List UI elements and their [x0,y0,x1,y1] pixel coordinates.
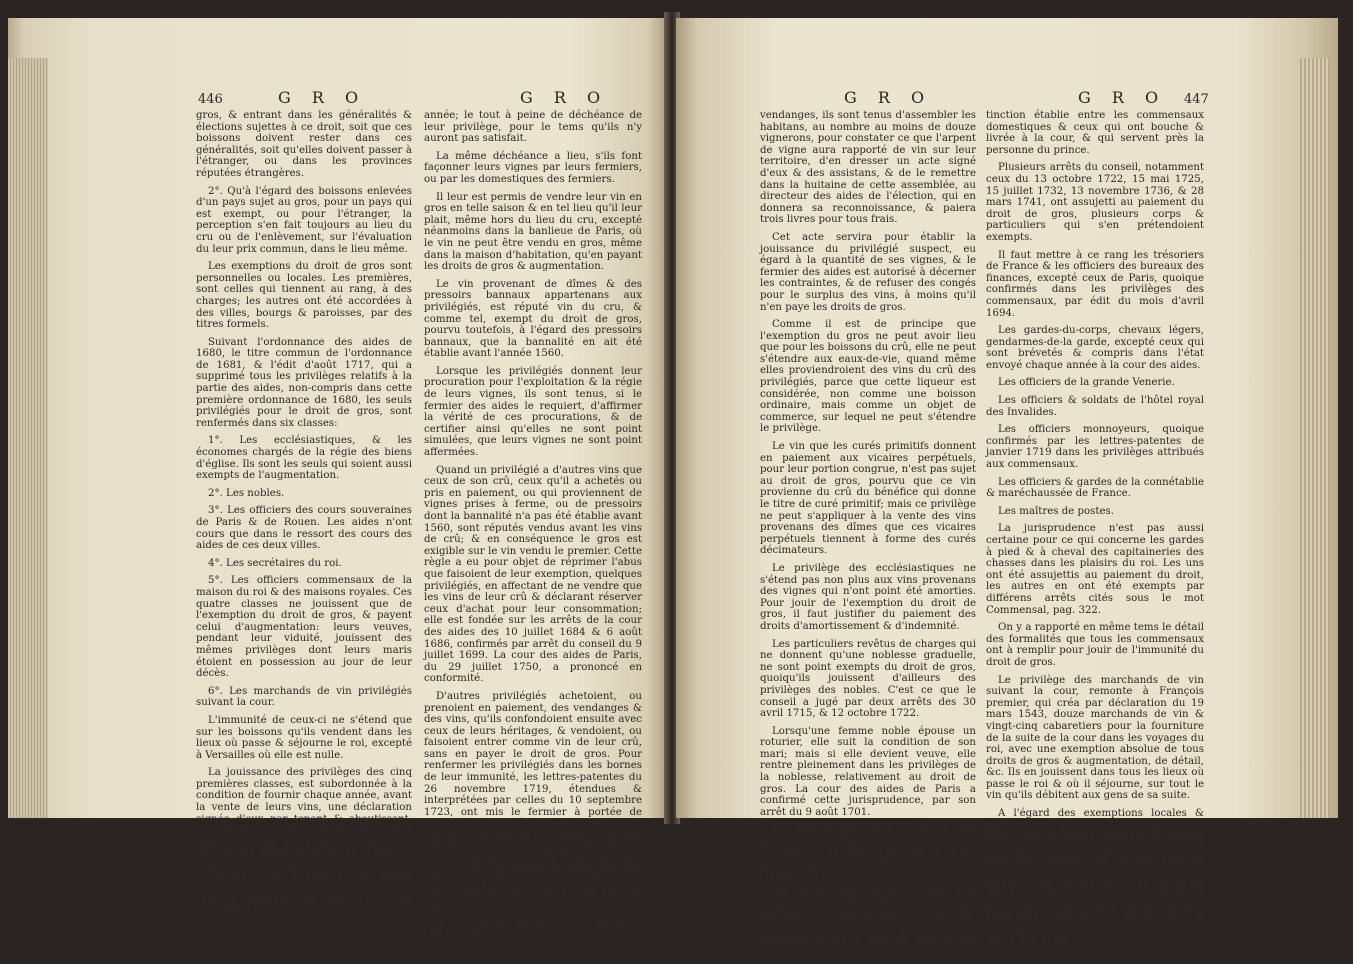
paragraph: D'autres privilégiés achetoient, ou prenoient en paiement, des vendanges & des vins, qu'ils confondoient ensuite avec ceux de leurs héritages, & vendoient, ou faisoient entrer comme vin de leur crû, sans en payer le droit de gros. Pour renfermer les privilégiés dans les bornes de leur immunité, les lettres-patentes du 26 novembre 1719, étendues & interprétées par celles du 10 septembre 1723, ont mis le fermier à portée de connoître avec précision, lorsqu'il en est besoin, l'étendue de la récolte de chaque privilégié. Ce règlement l'autorise à faire sommer dans le tems de l'ouverture des vendanges, les maire & échevins des villes, le syndic ou les marguilliers des bourgs ou paroisses, de lui en faire le rapport. [424,690,642,911]
paragraph: 4°. Les secrétaires du roi. [208,557,342,569]
paragraph: Les officiers & gardes de la connétablie & maréchaussée de France. [986,476,1204,500]
paragraph: Les gardes-du-corps, chevaux légers, gendarmes-de-la garde, excepté ceux qui sont brévetés & compris dans l'état envoyé chaque année à la cour des aides. [986,325,1204,371]
left-column-1 [196,110,412,924]
paragraph: La jurisprudence n'est pas aussi certaine pour ce qui concerne les gardes à pied & à cheval des capitaineries des chasses dans les plaisirs du roi. Les uns ont été assujettis au paiement du droit, les autres en ont été exempts par différens arrêts cités sous le mot Commensal, pag. 322. [986,523,1204,616]
paragraph: tinction établie entre les commensaux domestiques & ceux qui ont bouche & livrée à la cour, & qui servent près la personne du prince. [986,110,1204,156]
paragraph: vendanges, ils sont tenus d'assembler les habitans, au nombre au moins de douze vignerons, pour constater ce que l'arpent de vigne aura rapporté de vin sur leur territoire, d'en dresser un acte signé d'eux & des assistans, & de le remettre dans la huitaine de cette assemblée, au directeur des aides de l'élection, qui en donnera sa reconnoissance, & paiera trois livres pour tous frais. [760,110,976,226]
paragraph: 1°. Les ecclésiastiques, & les économes chargés de la régie des biens d'église. Ils sont les seuls qui soient aussi exempts de l'augmentation. [196,435,412,482]
paragraph: On s'est déja expliqué au mot Commensal sur l'étendue des privilèges attachés à la qualité des commensaux, sur l'effet de celui qui concerne particulièrement le droit de gros, & sur la dis- [760,888,976,958]
paragraph: Quand un privilégié a d'autres vins que ceux de son crû, ceux qu'il a achetés ou pris en paiement, ou qui proviennent de vignes prises à ferme, ou de pressoirs dont la bannalité n'a pas été établie avant 1560, sont réputés vendus avant les vins de crû; & en conséquence le gros est exigible sur le vin vendu le premier. Cette règle a eu pour objet de réprimer l'abus que faisoient de leur exemption, quelques privilégiés, en affectant de ne vendre que les vins de leur crû & déclarant réserver ceux d'achat pour leur consommation; elle est fondée sur les arrêts de la cour des aides des 10 juillet 1684 & 6 août 1686, confirmés par arrêt du conseil du 9 juillet 1699. La cour des aides de Paris, du 29 juillet 1750, a prononcé en conformité. [424,464,642,685]
right-page [676,18,1338,958]
left-running-head-2: G R O [520,88,609,107]
paragraph: Les Suisses qui sont à la solde du roi, jouissent des privilèges des nobles, & par conséquent de l'exemption du droit de gros, suivant l'arrêt du conseil du 19 janvier 1723. [760,824,976,882]
paragraph: Les officiers monnoyeurs, quoique confirmés par les lettres-patentes de janvier 1719 dans les privilèges attribués aux commensaux. [986,424,1204,471]
paragraph: Les maîtres de postes. [998,505,1114,517]
right-column-2 [986,110,1204,953]
paragraph: On y a rapporté en même tems le détail des formalités que tous les commensaux ont à remplir pour jouir de l'immunité du droit de gros. [986,622,1204,668]
paragraph: Les particuliers revêtus de charges qui ne donnent qu'une noblesse graduelle, ne sont point exempts du droit de gros, quoiqu'ils jouissent d'ailleurs des privilèges des nobles. C'est ce que le conseil a jugé par deux arrêts des 30 avril 1715, & 12 octobre 1722. [760,638,976,720]
paragraph: Suivant l'ordonnance des aides de 1680, le titre commun de l'ordonnance de 1681, & l'édit d'août 1717, qui a supprimé tous les privilèges relatifs à la partie des aides, non-compris dans cette première ordonnance de 1680, les seuls privilégiés pour le droit de gros, sont renfermés dans six classes: [196,336,412,429]
left-running-head-1: G R O [278,88,367,107]
paragraph: Lorsqu'une femme noble épouse un roturier, elle suit la condition de son mari; mais si elle devient veuve, elle rentre pleinement dans les privilèges de la noblesse, relativement au droit de gros. La cour des aides de Paris a confirmé cette jurisprudence, par son arrêt du 9 août 1701. [760,725,976,818]
right-running-head-1: G R O [844,88,933,107]
right-page-number: 447 [1184,92,1209,107]
paragraph: 3°. Les officiers des cours souveraines de Paris & de Rouen. Les aides n'ont cours que dans le ressort des cours des aides de ces deux villes. [196,505,412,552]
paragraph: 6°. Les marchands de vin privilégiés suivant la cour. [196,685,412,709]
paragraph: année; le tout à peine de déchéance de leur privilège, pour le tems qu'ils n'y auront pas satisfait. [424,110,642,145]
paragraph: Le vin que les curés primitifs donnent en paiement aux vicaires perpétuels, pour leur portion congrue, n'est pas sujet au droit de gros, pourvu que ce vin provienne du crû du bénéfice qui donne le titre de curé primitif; mais ce privilège ne peut s'appliquer à la vente des vins provenans des dîmes que ces vicaires perpétuels tiennent à forme des curés décimateurs. [760,441,976,557]
right-running-head-2: G R O [1078,88,1167,107]
paragraph: Les officiers & soldats de l'hôtel royal des Invalides. [986,395,1204,418]
paragraph: Le privilège des ecclésiastiques ne s'étend pas non plus aux vins provenans des vignes qui n'ont point été amorties. Pour jouir de l'exemption du droit de gros, il faut justifier du paiement des droits d'amortissement & d'indemnité. [760,562,976,632]
left-column-2 [424,110,642,946]
paragraph: gros, & entrant dans les généralités & élections sujettes à ce droit, soit que ces boissons doivent rester dans ces généralités, soit qu'elles doivent passer à l'étranger, ou dans les provinces réputées étrangères. [196,110,412,179]
paragraph: La jouissance des privilèges des cinq premières classes, est subordonnée à la condition de fournir chaque année, avant la vente de leurs vins, une déclaration signée d'eux par tenant & aboutissant, contenant la quantité des vignes qui font l'objet de leur privilège, c'est-à-dire à l'égard des ecclésiastiques, de celles qui dépendent de leurs bénéfices ou titres sacerdotaux; & à l'égard des autres privilégiés, des boissons qui sont de leur cru, la quantité de vin qu'ils ont recueillie chaque [196,767,412,918]
paragraph: Le vin provenant de dîmes & des pressoirs bannaux appartenans aux privilégiés, est réputé vin du cru, & comme tel, exempt du droit de gros, pourvu toutefois, à l'égard des pressoirs bannaux, que la bannalité en ait été établie avant l'année 1560. [424,278,642,360]
paragraph: Il faut mettre à ce rang les trésoriers de France & les officiers des bureaux des finances, excepté ceux de Paris, quoique confirmés dans les privilèges des commensaux, par édit du mois d'avril 1694. [986,249,1204,319]
left-page-number: 446 [198,92,223,107]
paragraph: 5°. Les officiers commensaux de la maison du roi & des maisons royales. Ces quatre classes ne jouissent que de l'exemption du droit de gros, & payent celui d'augmentation: leurs veuves, pendant leur viduité, jouissent des mêmes privilèges dont leurs maris étoient en possession au jour de leur décès. [196,575,412,680]
paragraph: A l'égard des exemptions locales & particulières à des villes ou paroisses, elles sont en grand nombre, & varient suivant les motifs qui les ont fait accorder: comme cet article pourroit paroître incomplet si on n'en faisoit pas mention, on va entrer dans quelques détails à ce sujet, en les resserrant néanmoins autant qu'il sera possible. Voici l'état alphabétique de ces villes & lieux privilégiés, en conformité du tarif du 25 mai 1688. [986,808,1204,947]
right-page-edge [1300,58,1330,818]
paragraph: L'immunité de ceux-ci ne s'étend que sur les boissons qu'ils vendent dans les lieux où passe & séjourne le roi, excepté à Versailles où elle est nulle. [196,714,412,761]
paragraph: 2°. Les nobles. [208,487,285,499]
paragraph: 2°. Qu'à l'égard des boissons enlevées d'un pays sujet au gros, pour un pays qui est exempt, ou pour l'étranger, la perception s'en fait toujours au lieu du cru ou de l'enlèvement, sur l'évaluation du leur prix commun, dans le lieu même. [196,185,412,255]
paragraph: Les officiers de la grande Venerie. [998,377,1175,389]
paragraph: A cet effet, quinze jours après la clôture des [424,917,642,940]
paragraph: Plusieurs arrêts du conseil, notamment ceux du 13 octobre 1722, 15 mai 1725, 15 juillet 1732, 13 novembre 1736, & 28 mars 1741, ont assujetti au paiement du droit de gros, plusieurs corps & particuliers qui s'en prétendoient exempts. [986,162,1204,243]
paragraph: Le privilège des marchands de vin suivant la cour, remonte à François premier, qui créa par déclaration du 19 mars 1543, douze marchands de vin & vingt-cinq cabaretiers pour la fourniture de la suite de la cour dans les voyages du roi, avec une exemption absolue de tous droits de gros & augmentation, de détail, &c. Ils en jouissent dans tous les lieux où passe le roi & où il séjourne, sur tout le vin qu'ils débitent aux gens de sa suite. [986,674,1204,802]
left-page-edge [8,58,48,818]
paragraph: Lorsque les privilégiés donnent leur procuration pour l'exploitation & la régie de leurs vignes, ils sont tenus, si le fermier des aides le requiert, d'affirmer la vérité de ces procurations, & de certifier ainsi qu'elles ne sont point simulées, que leurs vignes ne sont point affermées. [424,365,642,459]
left-page [8,18,668,940]
paragraph: Cet acte servira pour établir la jouissance du privilégié suspect, eu égard à la quantité de ses vignes, & le fermier des aides est autorisé à décerner les contraintes, & de refuser des congés pour le surplus des vins, à moins qu'il n'en paye les droits de gros. [760,231,976,313]
paragraph: Il leur est permis de vendre leur vin en gros en telle saison & en tel lieu qu'il leur plait, même hors du lieu du cru, excepté néanmoins dans la banlieue de Paris, où le vin ne peut être vendu en gros, même dans la maison d'habitation, qu'en payant les droits de gros & augmentation. [424,191,642,273]
right-column-1 [760,110,976,964]
paragraph: La même déchéance a lieu, s'ils font façonner leurs vignes par leurs fermiers, ou par les domestiques des fermiers. [424,150,642,185]
paragraph: Comme il est de principe que l'exemption du gros ne peut avoir lieu que pour les boissons du crû, elle ne peut s'étendre aux eaux-de-vie, quand même elles proviendroient des vins du crû des privilégiés, parce que cette liqueur est considérée, non comme une boisson ordinaire, mais comme un objet de commerce, sur lequel ne peut s'étendre le privilège. [760,319,976,435]
paragraph: Les exemptions du droit de gros sont personnelles ou locales. Les premières, sont celles qui tiennent au rang, à des charges; les autres ont été accordées à des villes, bourgs & paroisses, par des titres formels. [196,261,412,331]
